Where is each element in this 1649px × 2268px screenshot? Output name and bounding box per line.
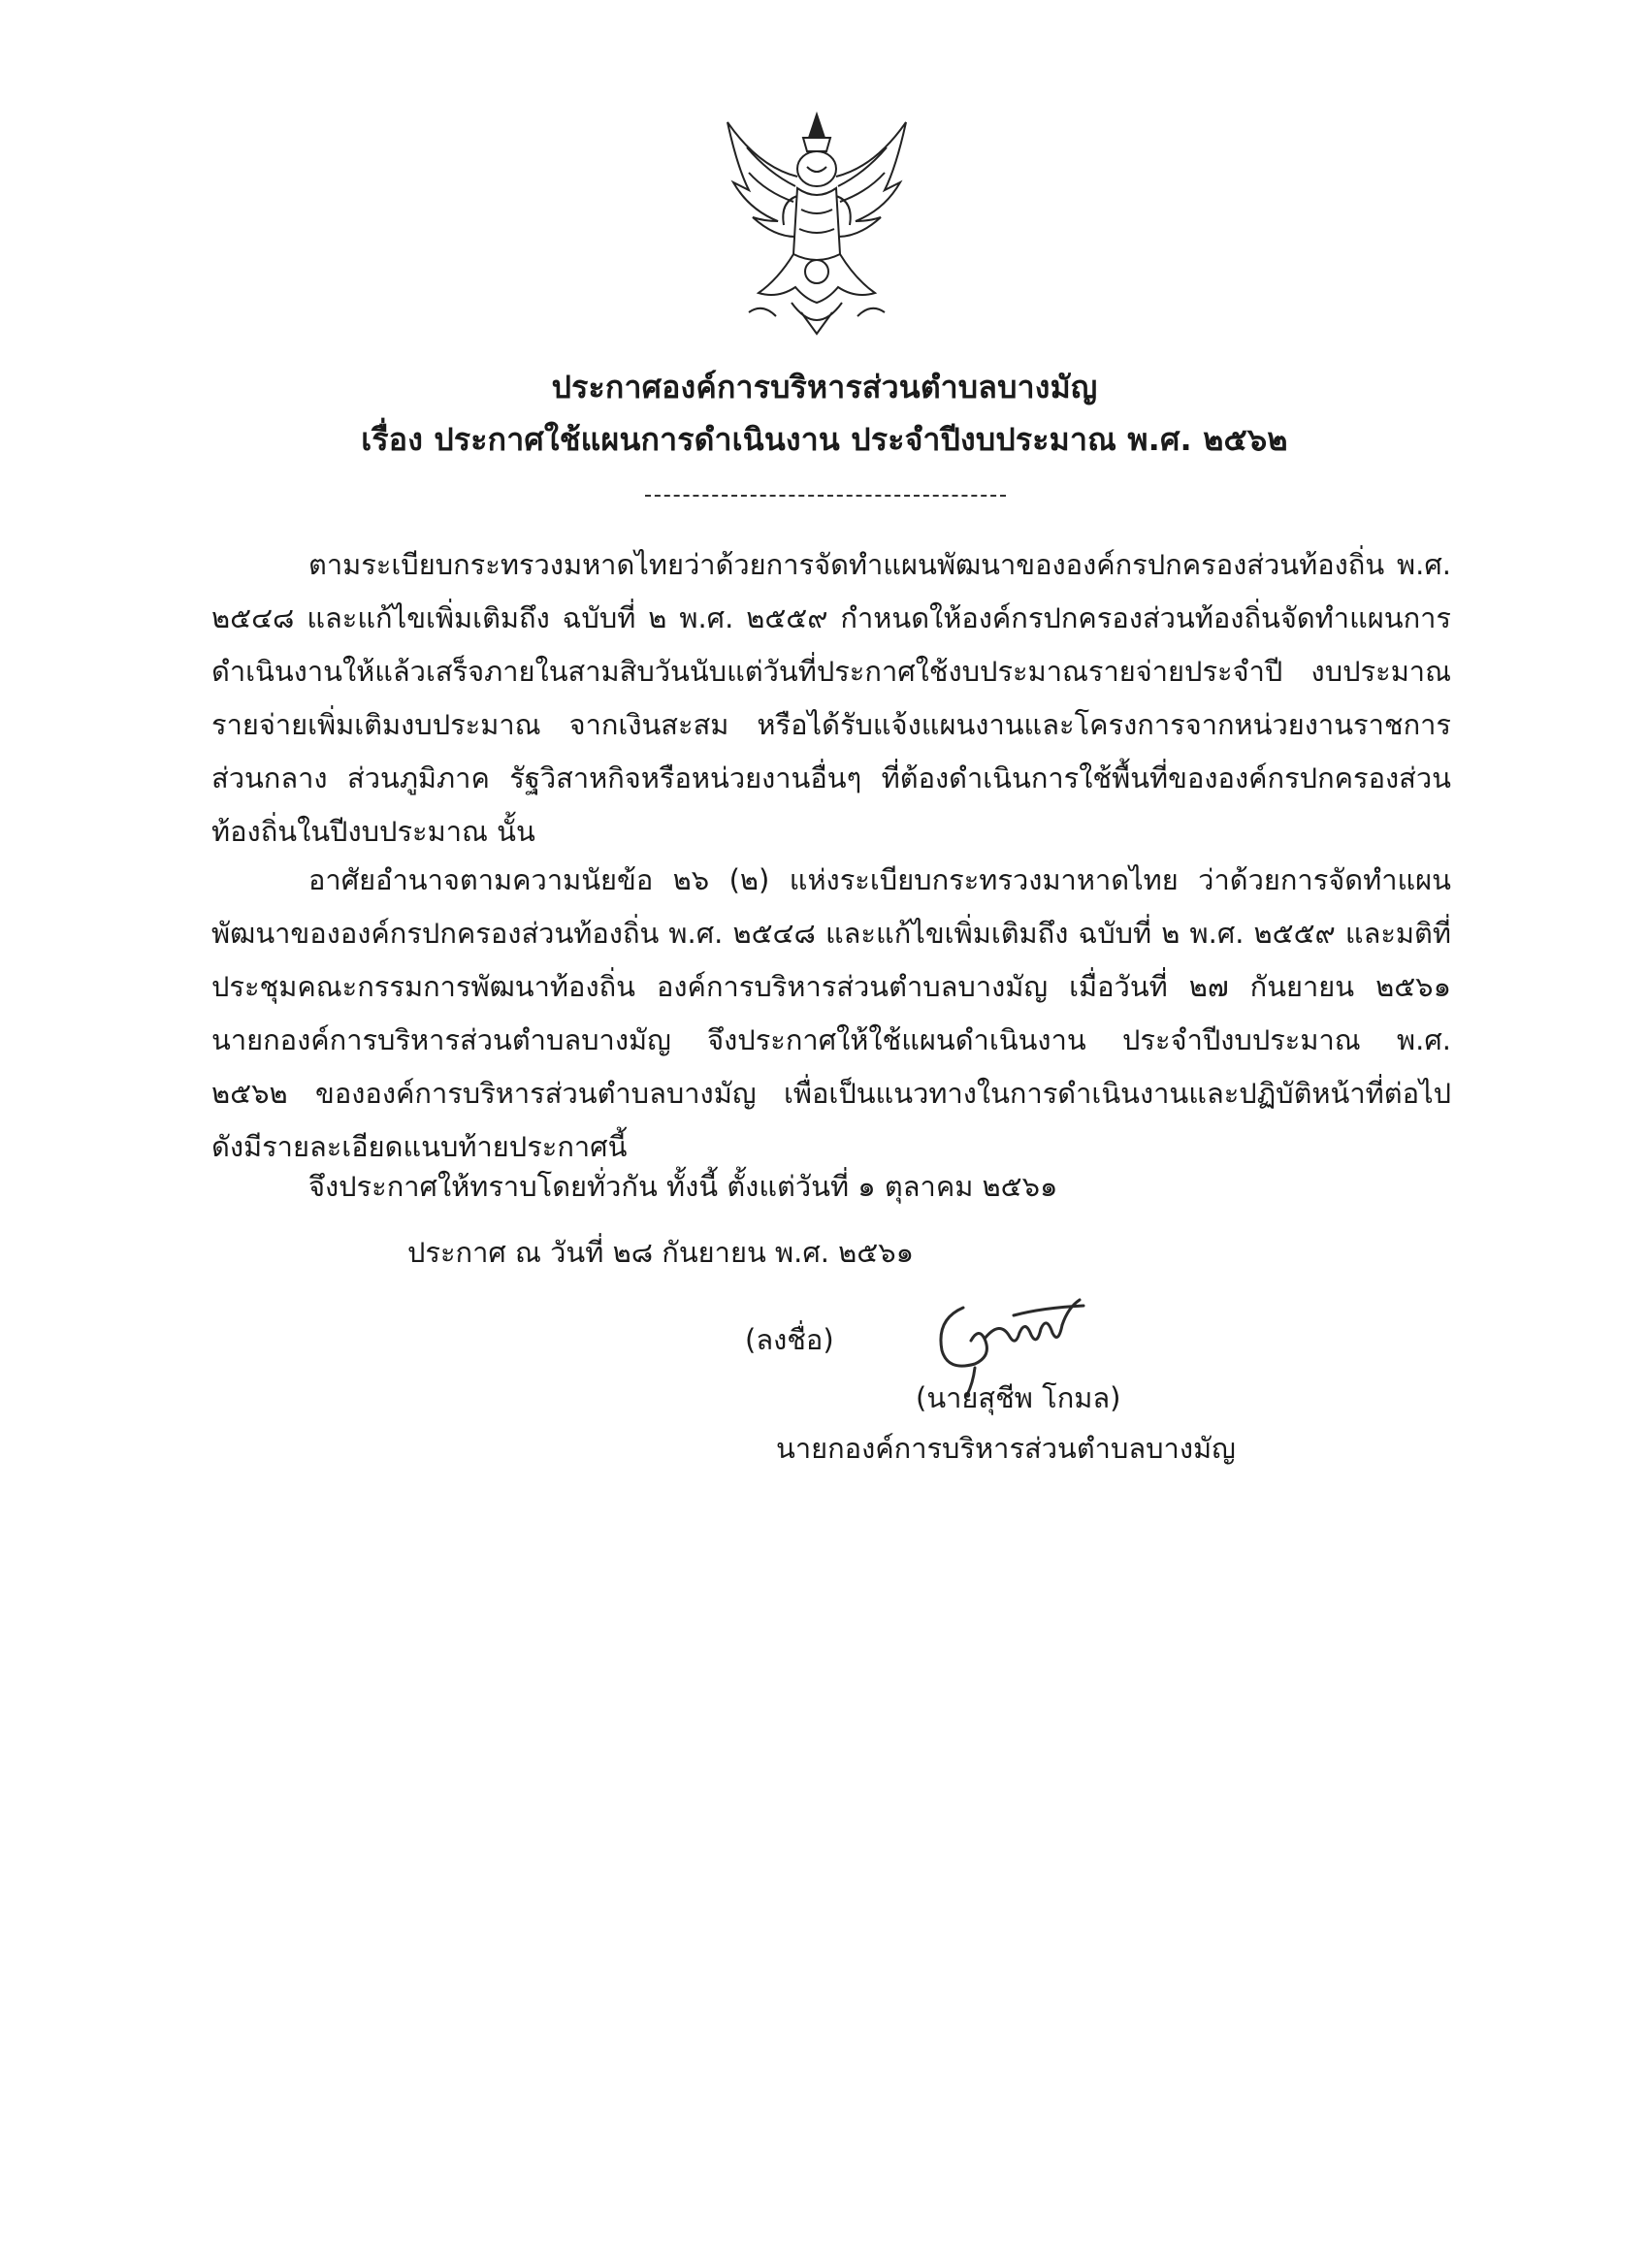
divider — [645, 495, 1006, 497]
page-title: ประกาศองค์การบริหารส่วนตำบลบางมัญ — [551, 369, 1098, 405]
paragraph-1: ตามระเบียบกระทรวงมหาดไทยว่าด้วยการจัดทำแผนพัฒนาขององค์กรปกครองส่วนท้องถิ่น พ.ศ. ๒๕๔๘ และแก้ไขเพิ่มเติมถึง ฉบับที่ ๒ พ.ศ. ๒๕๕๙ กำหนดให้องค์กรปกครองส่วนท้องถิ่นจัดทำแผนการดำเนินงานให้แล้วเสร็จภายในสามสิบวันนับแต่วันที่ประกาศใช้งบประมาณรายจ่ายประจำปี งบประมาณรายจ่ายเพิ่มเติมงบประมาณ จากเงินสะสม หรือได้รับแจ้งแผนงานและโครงการจากหน่วยงานราชการส่วนกลาง ส่วนภูมิภาค รัฐวิสาหกิจหรือหน่วยงานอื่นๆ ที่ต้องดำเนินการใช้พื้นที่ขององค์กรปกครองส่วนท้องถิ่นในปีงบประมาณ นั้น — [211, 548, 1451, 848]
signer-name: (นายสุชีพ โกมล) — [916, 1381, 1121, 1414]
garuda-emblem-icon — [720, 109, 914, 341]
signature-label: (ลงชื่อ) — [745, 1323, 834, 1356]
announcement-date: ประกาศ ณ วันที่ ๒๘ กันยายน พ.ศ. ๒๕๖๑ — [407, 1236, 915, 1269]
paragraph-2: อาศัยอำนาจตามความนัยข้อ ๒๖ (๒) แห่งระเบียบกระทรวงมาหาดไทย ว่าด้วยการจัดทำแผนพัฒนาขององค์กรปกครองส่วนท้องถิ่น พ.ศ. ๒๕๔๘ และแก้ไขเพิ่มเติมถึง ฉบับที่ ๒ พ.ศ. ๒๕๕๙ และมติที่ประชุมคณะกรรมการพัฒนาท้องถิ่น องค์การบริหารส่วนตำบลบางมัญ เมื่อวันที่ ๒๗ กันยายน ๒๕๖๑ นายกองค์การบริหารส่วนตำบลบางมัญ จึงประกาศให้ใช้แผนดำเนินงาน ประจำปีงบประมาณ พ.ศ. ๒๕๖๒ ขององค์การบริหารส่วนตำบลบางมัญ เพื่อเป็นแนวทางในการดำเนินงานและปฏิบัติหน้าที่ต่อไป ดังมีรายละเอียดแนบท้ายประกาศนี้ — [211, 863, 1451, 1163]
signer-position: นายกองค์การบริหารส่วนตำบลบางมัญ — [776, 1432, 1236, 1465]
closing-statement: จึงประกาศให้ทราบโดยทั่วกัน ทั้งนี้ ตั้งแต่วันที่ ๑ ตุลาคม ๒๕๖๑ — [308, 1170, 1058, 1203]
page-subtitle: เรื่อง ประกาศใช้แผนการดำเนินงาน ประจำปีงบประมาณ พ.ศ. ๒๕๖๒ — [361, 421, 1288, 458]
